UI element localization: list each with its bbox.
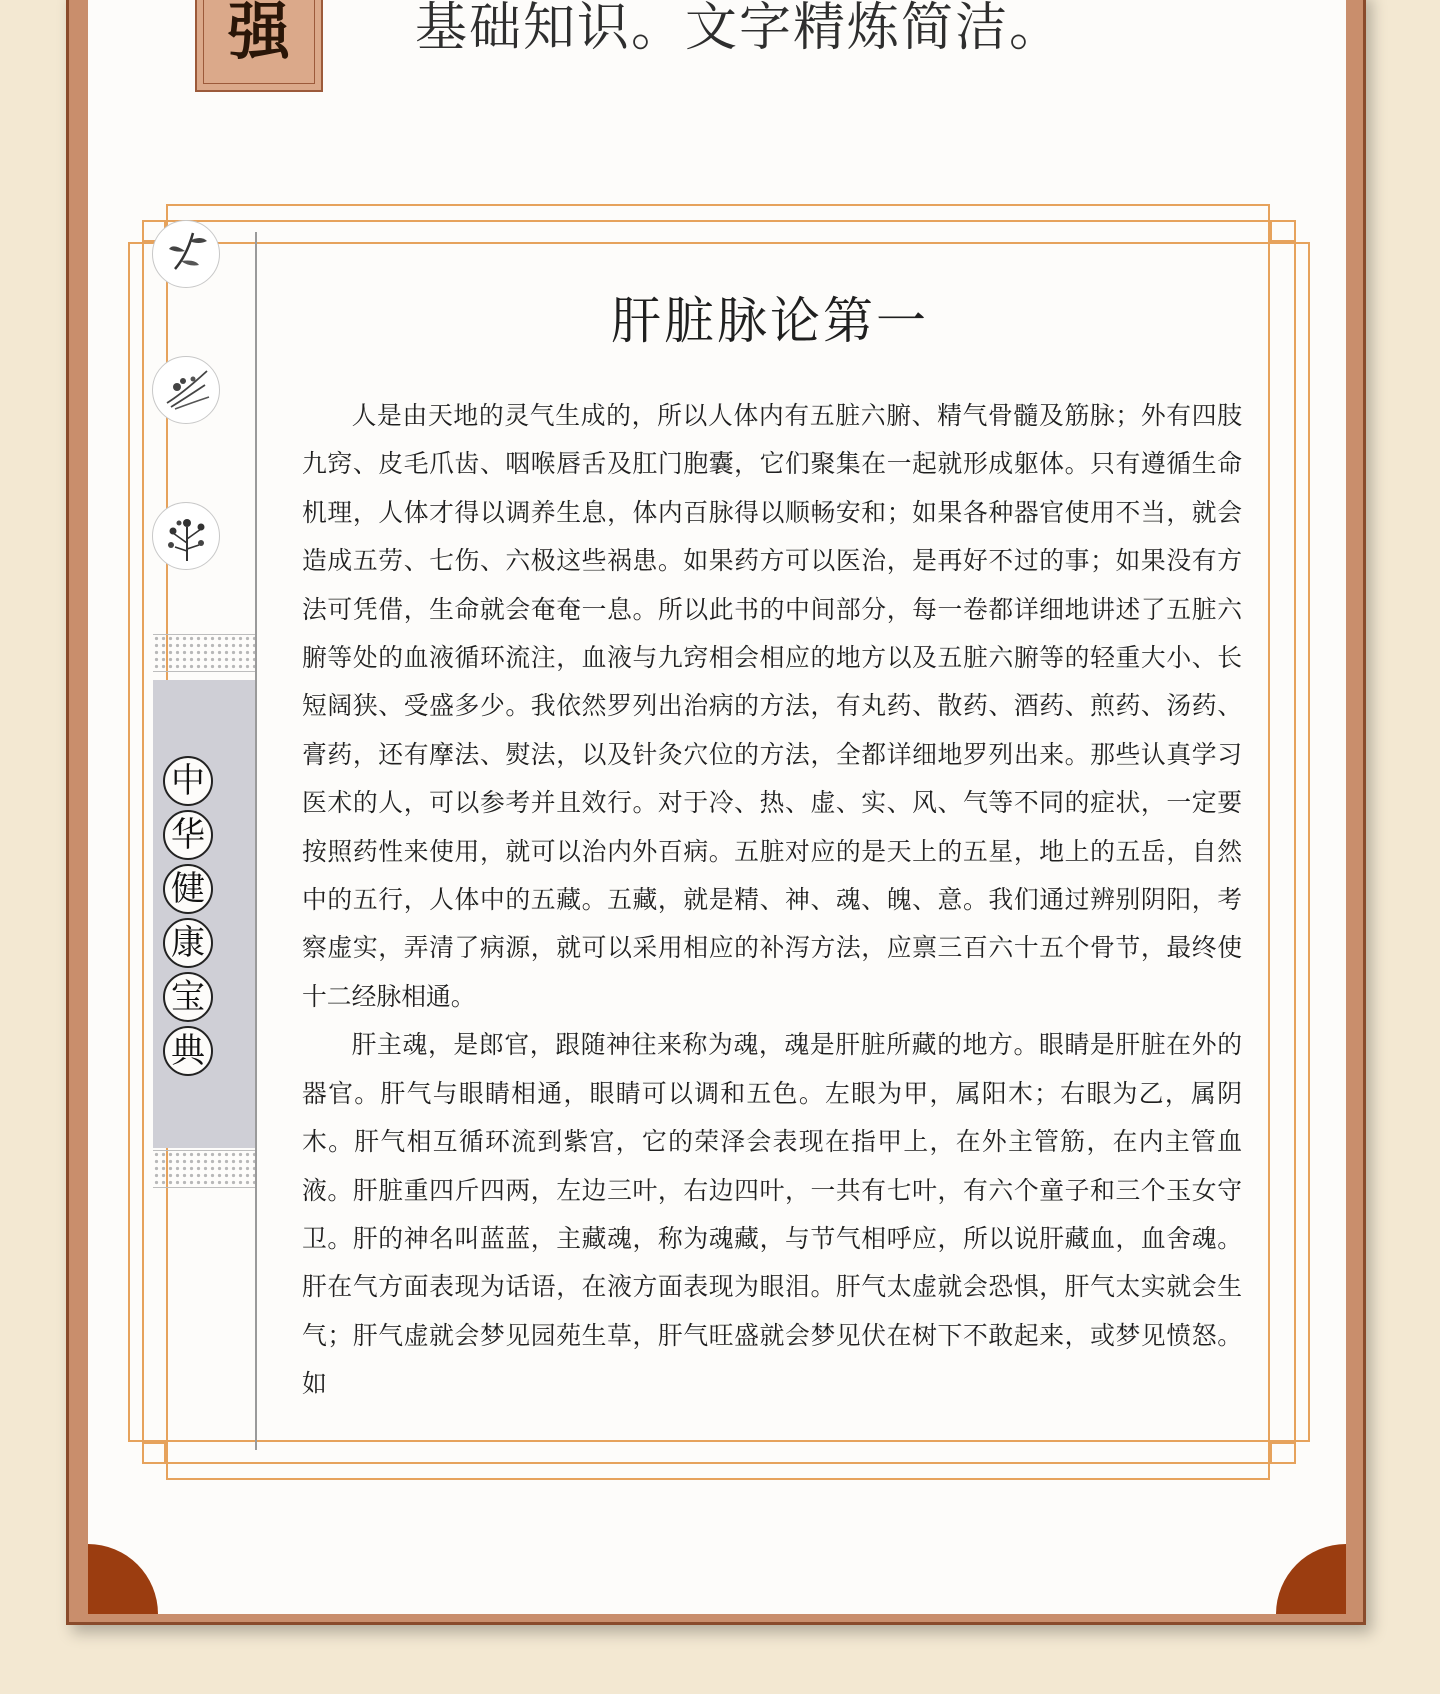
herb-grass-icon xyxy=(152,356,220,424)
vertical-title-char: 华 xyxy=(163,810,213,860)
herb-flower-icon xyxy=(152,502,220,570)
vertical-title-char: 健 xyxy=(163,864,213,914)
vertical-title-char: 中 xyxy=(163,756,213,806)
vertical-title-char: 康 xyxy=(163,918,213,968)
article-title: 肝脏脉论第一 xyxy=(611,292,929,350)
sidebar-divider xyxy=(255,232,257,1450)
vertical-title-char: 典 xyxy=(163,1026,213,1076)
dotted-band-bottom xyxy=(153,1150,255,1188)
feature-badge xyxy=(195,0,323,92)
intro-text: 基础知识。文字精炼简洁。 xyxy=(415,0,1064,58)
feature-badge-char: 强 xyxy=(227,0,290,68)
dotted-band-top xyxy=(153,634,255,672)
herb-sprig-icon xyxy=(152,220,220,288)
article-paragraph: 人是由天地的灵气生成的，所以人体内有五脏六腑、精气骨髓及筋脉；外有四肢九窍、皮毛爪齿、咽喉唇舌及肛门胞囊，它们聚集在一起就形成躯体。只有遵循生命机理，人体才得以调养生息，体内百脉得以顺畅安和；如果各种器官使用不当，就会造成五劳、七伤、六极这些祸患。如果药方可以医治，是再好不过的事；如果没有方法可凭借，生命就会奄奄一息。所以此书的中间部分，每一卷都详细地讲述了五脏六腑等处的血液循环流注，血液与九窍相会相应的地方以及五脏六腑等的轻重大小、长短阔狭、受盛多少。我依然罗列出治病的方法，有丸药、散药、酒药、煎药、汤药、膏药，还有摩法、熨法，以及针灸穴位的方法，全都详细地罗列出来。那些认真学习医术的人，可以参考并且效行。对于冷、热、虚、实、风、气等不同的症状，一定要按照药性来使用，就可以治内外百病。五脏对应的是天上的五星，地上的五岳，自然中的五行，人体中的五藏。五藏，就是精、神、魂、魄、意。我们通过辨别阴阳，考察虚实，弄清了病源，就可以采用相应的补泻方法，应禀三百六十五个骨节，最终使十二经脉相通。 xyxy=(302,401,1242,1011)
series-panel xyxy=(153,680,255,1148)
vertical-title-char: 宝 xyxy=(163,972,213,1022)
article-paragraph: 肝主魂，是郎官，跟随神往来称为魂，魂是肝脏所藏的地方。眼睛是肝脏在外的器官。肝气与眼睛相通，眼睛可以调和五色。左眼为甲，属阳木；右眼为乙，属阴木。肝气相互循环流到紫宫，它的荣泽会表现在指甲上，在外主管筋，在内主管血液。肝脏重四斤四两，左边三叶，右边四叶，一共有七叶，有六个童子和三个玉女守卫。肝的神名叫蓝蓝，主藏魂，称为魂藏，与节气相呼应，所以说肝藏血，血舍魂。肝在气方面表现为话语，在液方面表现为眼泪。肝气太虚就会恐惧，肝气太实就会生气；肝气虚就会梦见园苑生草，肝气旺盛就会梦见伏在树下不敢起来，或梦见愤怒。如 xyxy=(302,1030,1242,1399)
article-body xyxy=(302,392,1242,1460)
